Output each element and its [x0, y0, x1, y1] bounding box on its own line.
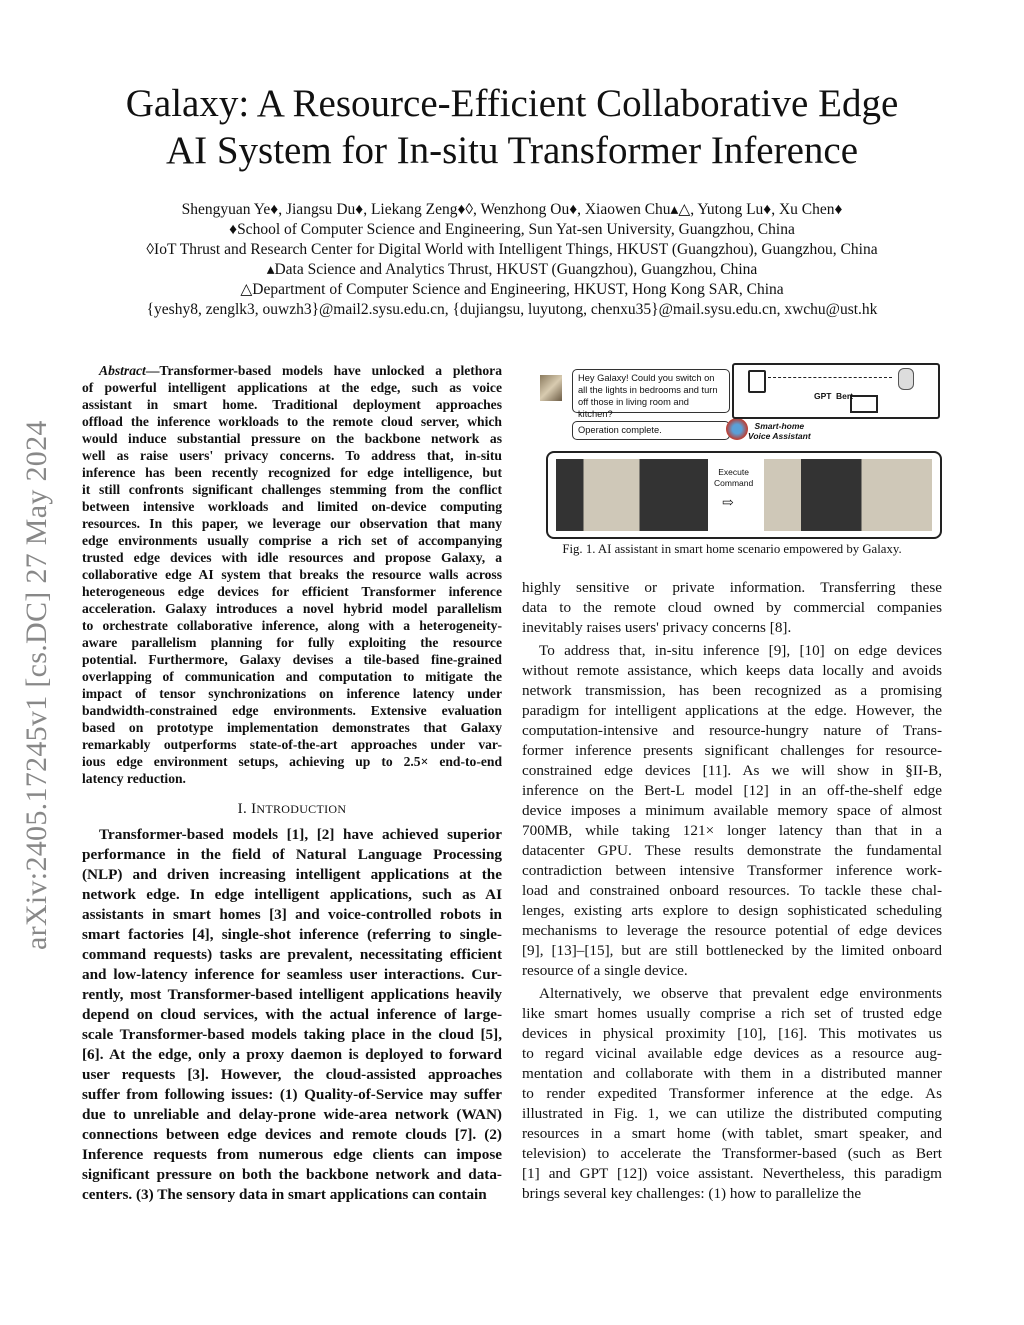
paragraph	[522, 984, 942, 1204]
assistant-label-line: Smart-home	[754, 421, 805, 431]
text-line: (NLP) and driven increasing intelligent applications at the	[82, 866, 502, 883]
abstract-line: edge environments usually comprise a rich set of accompanying	[82, 533, 502, 548]
abstract-line: resources. In this paper, we leverage our observation that many	[82, 516, 502, 531]
affiliation: ◊IoT Thrust and Research Center for Digital World with Intelligent Things, HKUST (Guangzhou), Guangzhou, China	[146, 241, 878, 258]
text-line: brings several key challenges: (1) how to parallelize the	[522, 1185, 862, 1202]
abstract-line: based on prototype implementation demonstrates that Galaxy	[82, 720, 502, 735]
text-line: computation-intensive and resource-hungry nature of Trans-	[522, 722, 942, 739]
text-line: connections between edge devices and remote clouds [7]. (2)	[82, 1126, 502, 1143]
abstract-line: bandwidth-constrained edge environments. Extensive evaluation	[82, 703, 502, 718]
author-block	[0, 200, 1024, 320]
abstract-line: assistant in smart home. Traditional deployment approaches	[82, 397, 502, 412]
text-line: [6]. At the edge, only a proxy daemon is deployed to forward	[82, 1046, 502, 1063]
figure-1	[540, 363, 940, 541]
text-line: To address that, in-situ inference [9], [10] on edge devices	[539, 642, 942, 659]
text-line: mentation and collaborate with them in a distributed manner	[522, 1065, 942, 1082]
text-line: datacenter GPU. These results demonstrate the fundamental	[522, 842, 942, 859]
affiliation: ♦School of Computer Science and Engineering, Sun Yat-sen University, Guangzhou, China	[229, 221, 795, 238]
execute-label-line: Execute	[718, 467, 749, 477]
text-line: due to unreliable and delay-prone wide-area network (WAN)	[82, 1106, 502, 1123]
abstract-line: between intensive workloads and limited on-device computing	[82, 499, 502, 514]
section-title-initial: I	[251, 801, 257, 817]
abstract-line: acceleration. Galaxy introduces a novel hybrid model parallelism	[82, 601, 502, 616]
section-title-rest: NTRODUCTION	[256, 802, 347, 816]
text-line: paradigm for intelligent applications at the edge. However, the	[522, 702, 942, 719]
text-line: to render expedited Transformer inference at the edge. As	[522, 1085, 942, 1102]
abstract-line: ious edge environment setups, achieving up to 2.5× end-to-end	[82, 754, 502, 769]
abstract-line: collaborative edge AI system that breaks the resource walls across	[82, 567, 502, 582]
floorplan-before	[556, 459, 708, 531]
left-column	[82, 362, 502, 1208]
execute-label-line: Command	[714, 478, 754, 488]
author-emails: {yeshy8, zenglk3, ouwzh3}@mail2.sysu.edu.cn, {dujiangsu, luyutong, chenxu35}@mail.sysu.edu.cn, xwchu@ust.hk	[146, 301, 878, 318]
text-line: smart factories [4], single-shot inference (referring to single-	[82, 926, 502, 943]
affiliation: ▴Data Science and Analytics Thrust, HKUST (Guangzhou), Guangzhou, China	[266, 261, 758, 278]
tablet-icon	[748, 370, 766, 393]
user-request-bubble: Hey Galaxy! Could you switch on all the lights in bedrooms and turn off those in living room and kitchen?	[572, 369, 730, 413]
abstract-line: remarkably outperforms state-of-the-art approaches under var-	[82, 737, 502, 752]
home-floorplan-panel	[546, 451, 942, 539]
text-line: without remote assistance, which keeps data locally and avoids	[522, 662, 942, 679]
section-heading-introduction	[82, 797, 502, 821]
figure-caption: Fig. 1. AI assistant in smart home scenario empowered by Galaxy.	[562, 542, 902, 556]
assistant-label-line: Voice Assistant	[748, 431, 811, 441]
abstract-line: of powerful intelligent applications at the edge, such as voice	[82, 380, 502, 395]
paper-title	[0, 80, 1024, 174]
text-line: resources in a smart home (with tablet, smart speaker, and	[522, 1125, 942, 1142]
paragraph	[522, 641, 942, 981]
text-line: device imposes a minimum available memory space of almost	[522, 802, 942, 819]
introduction-body	[82, 825, 502, 1205]
tv-icon	[850, 395, 878, 413]
text-line: and low-latency inference for seamless user interactions. Cur-	[82, 966, 502, 983]
speaker-icon	[898, 368, 914, 390]
text-line: 700MB, while taking 121× longer latency than that in a	[522, 822, 942, 839]
abstract-line: would induce substantial pressure on the backbone network as	[82, 431, 502, 446]
text-line: load and constrained onboard resources. To tackle these chal-	[522, 882, 942, 899]
abstract-line: aware parallelism planning for fully exploiting the resource	[82, 635, 502, 650]
device-cluster-panel	[732, 363, 940, 419]
text-line: television) to accelerate the Transformer-based (such as Bert	[522, 1145, 942, 1162]
abstract-line: latency reduction.	[82, 771, 186, 786]
text-line: highly sensitive or private information. Transferring these	[522, 579, 942, 596]
text-line: Inference requests from numerous edge clients can impose	[82, 1146, 502, 1163]
affiliation: △Department of Computer Science and Engineering, HKUST, Hong Kong SAR, China	[240, 281, 784, 298]
title-line: Galaxy: A Resource-Efficient Collaborative Edge	[125, 82, 899, 125]
section-number: I.	[237, 801, 252, 817]
abstract-line: trusted edge devices with idle resources and propose Galaxy, a	[82, 550, 502, 565]
floorplan-after	[764, 459, 932, 531]
text-line: constrained edge devices [11]. As we will show in §II-B,	[522, 762, 942, 779]
abstract-line: offload the inference workloads to the remote cloud server, which	[82, 414, 502, 429]
assistant-logo	[726, 418, 748, 440]
text-line: like smart homes usually comprise a rich set of trusted edge	[522, 1005, 942, 1022]
execute-command-label	[714, 467, 753, 489]
abstract-line: well as raise users' privacy concerns. To address that, in-situ	[82, 448, 502, 463]
text-line: contradiction between intensive Transformer inference work-	[522, 862, 942, 879]
abstract	[82, 362, 502, 787]
text-line: to regard vicinal available edge devices as a resource aug-	[522, 1045, 942, 1062]
text-line: user requests [3]. However, the cloud-assisted approaches	[82, 1066, 502, 1083]
text-line: network edge. In edge intelligent applications, such as AI	[82, 886, 502, 903]
abstract-label: Abstract	[99, 363, 146, 378]
abstract-line: potential. Furthermore, Galaxy devises a tile-based fine-grained	[82, 652, 502, 667]
abstract-text: —Transformer-based models have unlocked a plethora	[145, 363, 502, 378]
abstract-line: to orchestrate collaborative inference, along with a heterogeneity-	[82, 618, 502, 633]
arrow-icon: ⇨	[722, 496, 734, 511]
text-line: devices in physical proximity [10], [16]. This motivates us	[522, 1025, 942, 1042]
text-line: resource of a single device.	[522, 962, 688, 979]
text-line: illustrated in Fig. 1, we can utilize the distributed computing	[522, 1105, 942, 1122]
text-line: Alternatively, we observe that prevalent edge environments	[539, 985, 942, 1002]
right-column	[522, 578, 942, 1207]
title-line: AI System for In-situ Transformer Inference	[165, 129, 859, 172]
text-line: inevitably raises users' privacy concerns [8].	[522, 619, 792, 636]
text-line: [1] and GPT [12]) voice assistant. Nevertheless, this paradigm	[522, 1165, 942, 1182]
text-line: [9], [13]–[15], but are still bottlenecked by the limited onboard	[522, 942, 942, 959]
assistant-label	[748, 421, 811, 441]
paragraph	[82, 825, 502, 1205]
text-line: Transformer-based models [1], [2] have achieved superior	[99, 826, 502, 843]
response-bubble: Operation complete.	[572, 421, 730, 440]
dashed-link	[768, 377, 892, 378]
text-line: depend on cloud services, with the actual inference of large-	[82, 1006, 502, 1023]
text-line: performance in the field of Natural Language Processing	[82, 846, 502, 863]
text-line: significant pressure on both the backbone network and data-	[82, 1166, 502, 1183]
text-line: scale Transformer-based models taking place in the cloud [5],	[82, 1026, 502, 1043]
text-line: suffer from following issues: (1) Quality-of-Service may suffer	[82, 1086, 502, 1103]
abstract-line: overlapping of communication and computation to mitigate the	[82, 669, 502, 684]
abstract-line: impact of tensor synchronizations on inference latency under	[82, 686, 502, 701]
author-names: Shengyuan Ye♦, Jiangsu Du♦, Liekang Zeng♦◊, Wenzhong Ou♦, Xiaowen Chu▴△, Yutong Lu♦, Xu Chen♦	[181, 201, 843, 218]
abstract-line: it still confronts significant challenges stemming from the conflict	[82, 482, 502, 497]
abstract-line: inference has been recently recognized for edge intelligence, but	[82, 465, 502, 480]
text-line: former inference presents significant challenges for resource-	[522, 742, 942, 759]
paragraph	[522, 578, 942, 638]
user-avatar	[540, 375, 562, 401]
model-label-gpt: GPT	[814, 391, 832, 401]
text-line: assistants in smart homes [3] and voice-controlled robots in	[82, 906, 502, 923]
text-line: mechanisms to leverage the resource potential of edge devices	[522, 922, 942, 939]
text-line: rently, most Transformer-based intelligent applications heavily	[82, 986, 502, 1003]
text-line: network transmission, has been recognized as a promising	[522, 682, 942, 699]
text-line: centers. (3) The sensory data in smart applications can contain	[82, 1186, 487, 1203]
abstract-line	[82, 362, 502, 379]
abstract-line: heterogeneous edge devices for efficient Transformer inference	[82, 584, 502, 599]
model-label-bert: Bert	[836, 391, 854, 401]
text-line: inference on the Bert-L model [12] in an off-the-shelf edge	[522, 782, 942, 799]
arxiv-identifier: arXiv:2405.17245v1 [cs.DC] 27 May 2024	[20, 420, 53, 950]
text-line: command requests) tasks are prevalent, necessitating efficient	[82, 946, 502, 963]
text-line: data to the remote cloud owned by commercial companies	[522, 599, 942, 616]
text-line: lenges, existing arts explore to design sophisticated scheduling	[522, 902, 942, 919]
